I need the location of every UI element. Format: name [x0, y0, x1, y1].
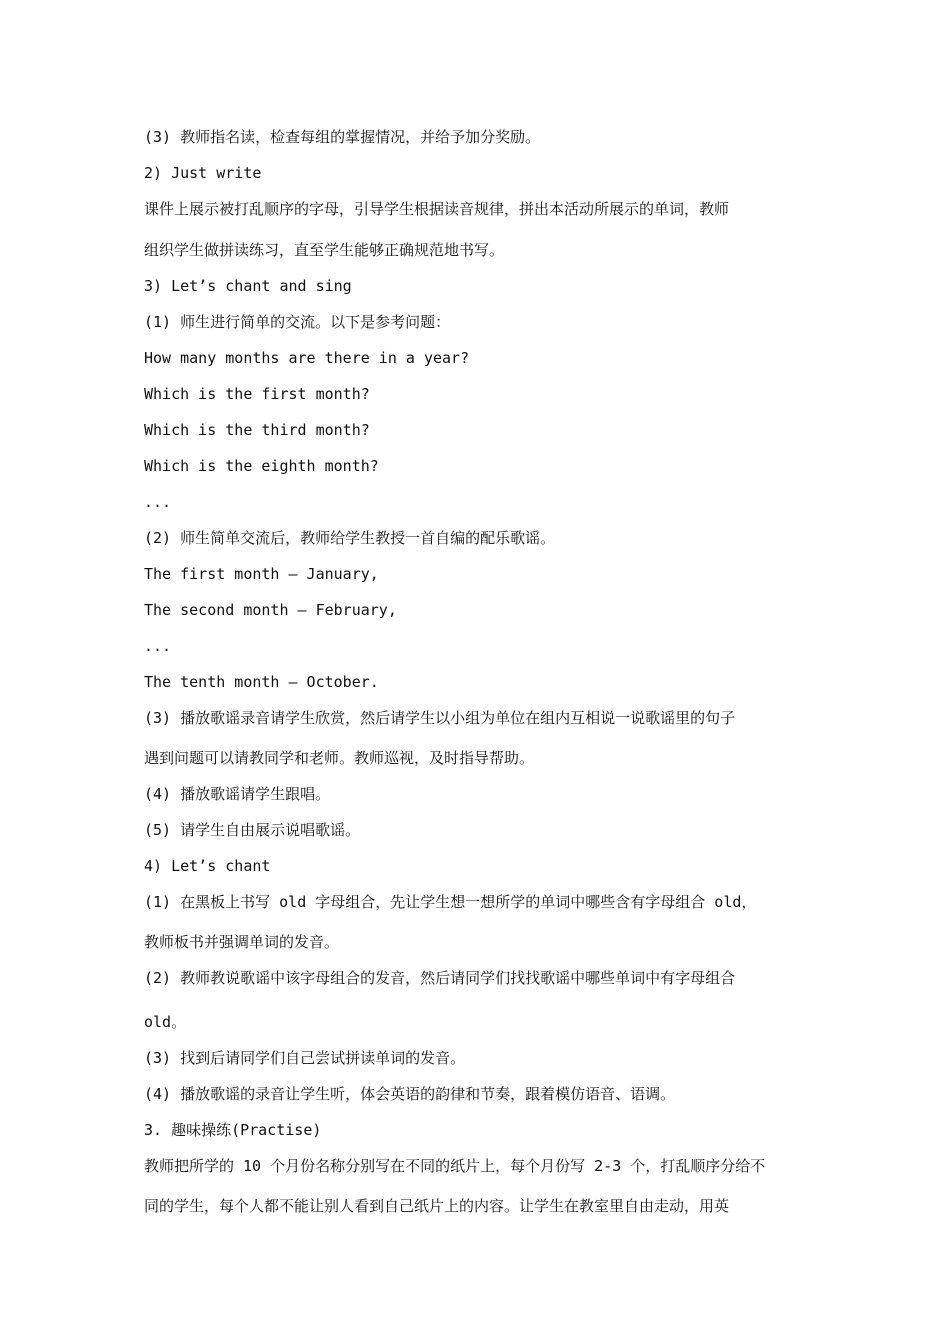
text-line: The first month — January,: [144, 565, 379, 583]
text-line: 教师把所学的 10 个月份名称分别写在不同的纸片上，每个月份写 2-3 个，打乱顺序分给不: [144, 1157, 766, 1175]
text-line: Which is the eighth month?: [144, 457, 379, 475]
text-line: Which is the third month?: [144, 421, 370, 439]
section-heading: 2) Just write: [144, 164, 262, 182]
text-line: (3) 播放歌谣录音请学生欣赏，然后请学生以小组为单位在组内互相说一说歌谣里的句子: [144, 709, 736, 727]
text-line: (4) 播放歌谣请学生跟唱。: [144, 785, 331, 803]
text-line: The tenth month — October.: [144, 673, 379, 691]
text-line: (2) 教师教说歌谣中该字母组合的发音，然后请同学们找找歌谣中哪些单词中有字母组合: [144, 969, 736, 987]
text-line: 组织学生做拼读练习，直至学生能够正确规范地书写。: [144, 241, 505, 259]
section-heading: 3) Let’s chant and sing: [144, 277, 352, 295]
text-line: (5) 请学生自由展示说唱歌谣。: [144, 821, 361, 839]
text-line: (4) 播放歌谣的录音让学生听，体会英语的韵律和节奏，跟着模仿语音、语调。: [144, 1085, 676, 1103]
text-line: (3) 找到后请同学们自己尝试拼读单词的发音。: [144, 1049, 466, 1067]
section-heading: 3. 趣味操练(Practise): [144, 1121, 322, 1139]
text-line: 教师板书并强调单词的发音。: [144, 933, 340, 951]
text-line: ...: [144, 493, 172, 511]
text-line: 遇到问题可以请教同学和老师。教师巡视，及时指导帮助。: [144, 749, 535, 767]
text-line: (1) 在黑板上书写 old 字母组合，先让学生想一想所学的单词中哪些含有字母组合 old，: [144, 893, 757, 911]
text-line: 同的学生，每个人都不能让别人看到自己纸片上的内容。让学生在教室里自由走动，用英: [144, 1197, 730, 1215]
text-line: ...: [144, 637, 172, 655]
text-line: (2) 师生简单交流后，教师给学生教授一首自编的配乐歌谣。: [144, 529, 556, 547]
text-line: Which is the first month?: [144, 385, 370, 403]
section-heading: 4) Let’s chant: [144, 857, 271, 875]
text-line: (3) 教师指名读，检查每组的掌握情况，并给予加分奖励。: [144, 128, 541, 146]
text-line: The second month — February,: [144, 601, 397, 619]
text-line: old。: [144, 1013, 187, 1031]
text-line: (1) 师生进行简单的交流。以下是参考问题：: [144, 313, 451, 331]
text-line: How many months are there in a year?: [144, 349, 470, 367]
text-line: 课件上展示被打乱顺序的字母，引导学生根据读音规律，拼出本活动所展示的单词，教师: [144, 200, 730, 218]
